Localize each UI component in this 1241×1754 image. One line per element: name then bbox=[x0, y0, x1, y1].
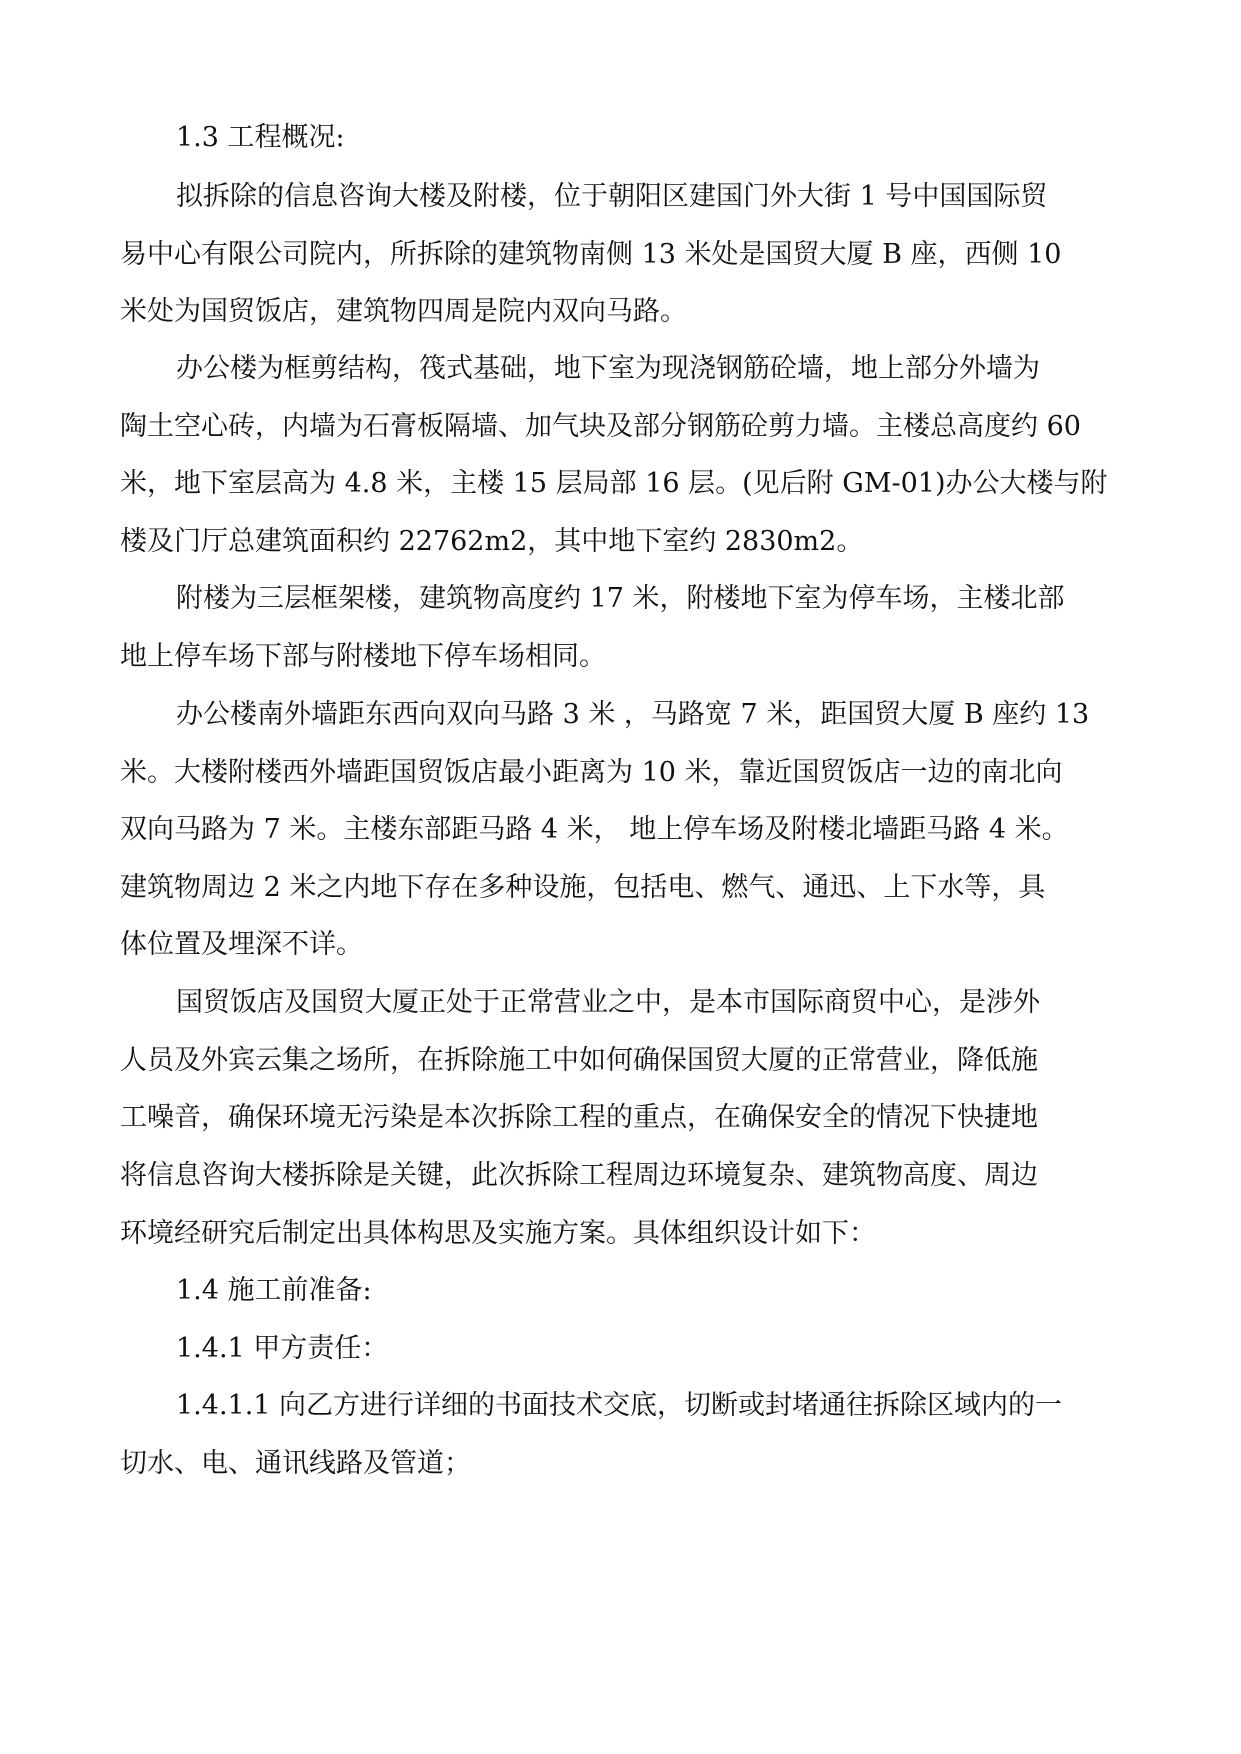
section-heading-1-3: 1.3 工程概况: bbox=[176, 122, 345, 153]
text-line: 国贸饭店及国贸大厦正处于正常营业之中，是本市国际商贸中心，是涉外 bbox=[176, 987, 1040, 1018]
text-line: 附楼为三层框架楼，建筑物高度约 17 米，附楼地下室为停车场，主楼北部 bbox=[176, 583, 1065, 614]
text-line: 切水、电、通讯线路及管道； bbox=[120, 1448, 471, 1479]
text-line: 建筑物周边 2 米之内地下存在多种设施，包括电、燃气、通迅、上下水等，具 bbox=[120, 872, 1046, 903]
text-line: 办公楼南外墙距东西向双向马路 3 米 ，马路宽 7 米，距国贸大厦 B 座约 13 bbox=[176, 699, 1090, 730]
text-line: 拟拆除的信息咨询大楼及附楼，位于朝阳区建国门外大街 1 号中国国际贸 bbox=[176, 181, 1048, 212]
text-line: 米处为国贸饭店，建筑物四周是院内双向马路。 bbox=[120, 296, 687, 327]
text-line: 体位置及埋深不详。 bbox=[120, 929, 363, 960]
text-line: 将信息咨询大楼拆除是关键，此次拆除工程周边环境复杂、建筑物高度、周边 bbox=[120, 1160, 1038, 1191]
text-line: 陶土空心砖，内墙为石膏板隔墙、加气块及部分钢筋砼剪力墙。主楼总高度约 60 bbox=[120, 411, 1081, 442]
text-line: 米。大楼附楼西外墙距国贸饭店最小距离为 10 米，靠近国贸饭店一边的南北向 bbox=[120, 757, 1063, 788]
text-line: 米，地下室层高为 4.8 米，主楼 15 层局部 16 层。(见后附 GM-01)办公大楼与附 bbox=[120, 468, 1108, 499]
section-heading-1-4-1: 1.4.1 甲方责任： bbox=[176, 1333, 389, 1364]
text-line: 人员及外宾云集之场所，在拆除施工中如何确保国贸大厦的正常营业，降低施 bbox=[120, 1045, 1038, 1076]
text-line: 楼及门厅总建筑面积约 22762m2，其中地下室约 2830m2。 bbox=[120, 526, 864, 557]
text-line: 办公楼为框剪结构，筏式基础，地下室为现浇钢筋砼墙，地上部分外墙为 bbox=[176, 353, 1040, 384]
text-line: 双向马路为 7 米。主楼东部距马路 4 米， 地上停车场及附楼北墙距马路 4 米。 bbox=[120, 814, 1069, 845]
text-line: 易中心有限公司院内，所拆除的建筑物南侧 13 米处是国贸大厦 B 座，西侧 10 bbox=[120, 239, 1062, 270]
text-line: 工噪音，确保环境无污染是本次拆除工程的重点，在确保安全的情况下快捷地 bbox=[120, 1102, 1038, 1133]
section-heading-1-4: 1.4 施工前准备: bbox=[176, 1275, 372, 1306]
text-line: 环境经研究后制定出具体构思及实施方案。具体组织设计如下： bbox=[120, 1218, 876, 1249]
text-line: 1.4.1.1 向乙方进行详细的书面技术交底，切断或封堵通往拆除区域内的一 bbox=[176, 1390, 1063, 1421]
text-line: 地上停车场下部与附楼地下停车场相同。 bbox=[120, 641, 606, 672]
